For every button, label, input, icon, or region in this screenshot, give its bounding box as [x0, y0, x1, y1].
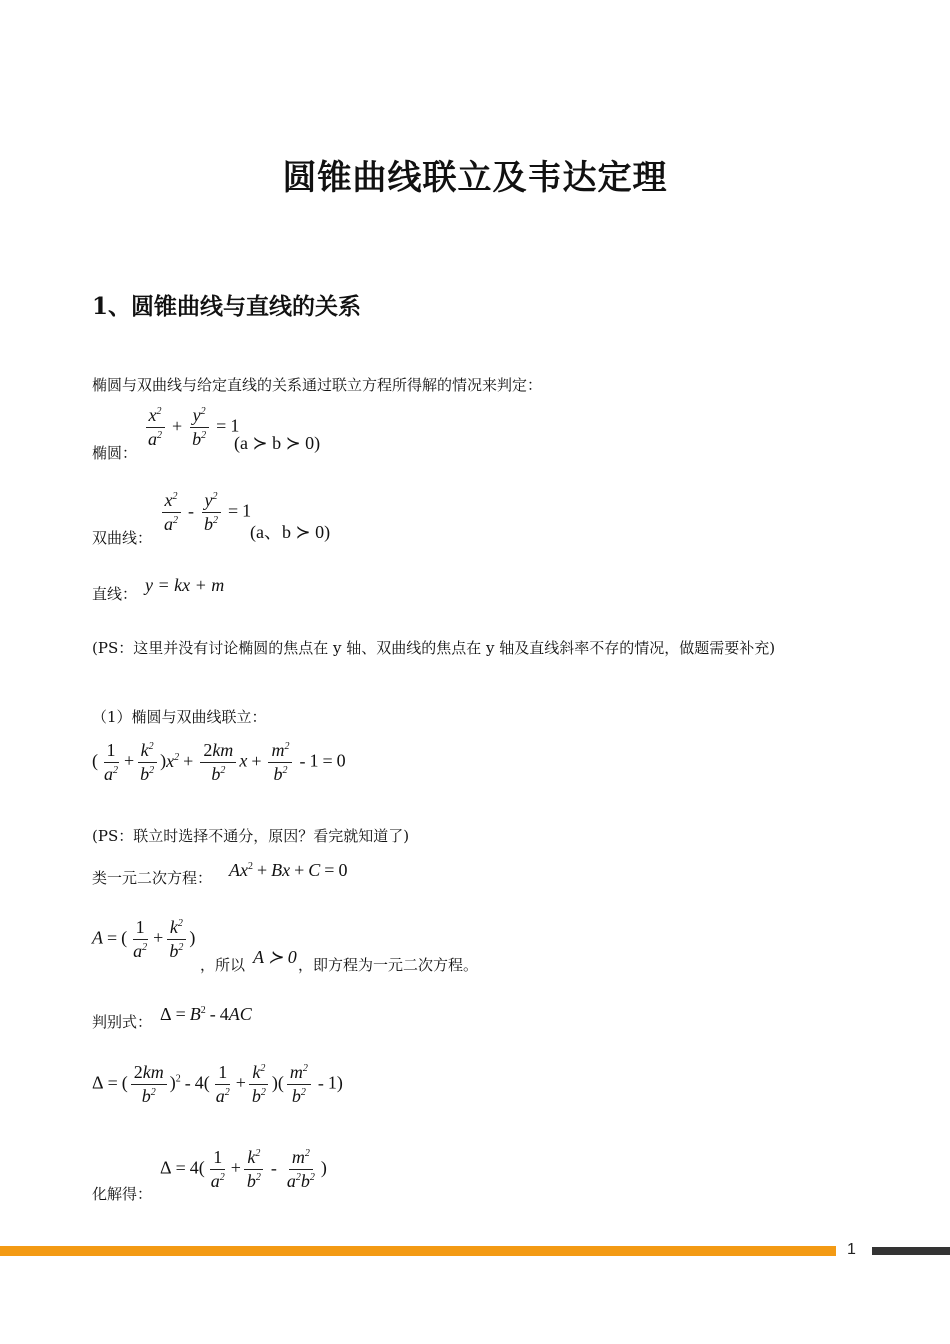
a-condition: A ≻ 0 — [253, 947, 297, 967]
intro-text: 椭圆与双曲线与给定直线的关系通过联立方程所得解的情况来判定： — [92, 376, 543, 394]
combined-equation: ( $\frac{1}{a^2}$ + $\frac{k^2}{b^2}$ )$x^2$ + $\frac{2km}{b^2}$ x + $\frac{m^2}{b^2}$ - 1 = 0 — [92, 740, 346, 784]
discriminant-formula: $\Delta = B^2 - 4AC$ — [160, 1004, 252, 1024]
page-number: 1 — [847, 1241, 856, 1258]
quadratic-equation: $Ax^2 + Bx + C = 0$ — [229, 860, 348, 880]
section-heading: 1、圆锥曲线与直线的关系 — [92, 293, 362, 320]
a-coefficient-equation: A = ( $\frac{1}{a^2}$ + $\frac{k^2}{b^2}$ ) — [92, 917, 196, 961]
sub1-label: （1）椭圆与双曲线联立： — [92, 708, 267, 726]
ellipse-label: 椭圆： — [92, 444, 138, 462]
discriminant-expanded: Δ = ( $\frac{2km}{b^2}$ )$^2$ - 4( $\frac{1}{a^2}$ + $\frac{k^2}{b^2}$ )( $\frac{m^2}{b^2}$ - 1) — [92, 1062, 343, 1106]
ps-note-2: (PS：联立时选择不通分，原因？看完就知道了) — [92, 827, 410, 845]
a-suffix-2: ，即方程为一元二次方程。 — [298, 956, 479, 974]
line-label: 直线： — [92, 585, 138, 603]
ellipse-equation: $\frac{x^2}{a^2}$ + $\frac{y^2}{b^2}$ = 1 — [142, 406, 239, 449]
discriminant-simplified: Δ = 4( $\frac{1}{a^2}$ + $\frac{k^2}{b^2}$ - $\frac{m^2}{a^2b^2}$ ) — [160, 1147, 327, 1191]
quadratic-label: 类一元二次方程： — [92, 869, 213, 887]
line-equation: y = kx + m — [145, 575, 225, 595]
discriminant-label: 判别式： — [92, 1013, 153, 1031]
footer-dark-bar — [872, 1247, 950, 1255]
simplify-label: 化解得： — [92, 1185, 153, 1203]
a-suffix-1: ，所以 — [200, 956, 246, 974]
hyperbola-condition: (a、b ≻ 0) — [250, 522, 331, 542]
ellipse-condition: (a ≻ b ≻ 0) — [234, 433, 321, 453]
ps-note: (PS：这里并没有讨论椭圆的焦点在 y 轴、双曲线的焦点在 y 轴及直线斜率不存的情况，做题需要补充) — [92, 639, 776, 657]
footer-orange-bar — [0, 1246, 836, 1256]
document-title: 圆锥曲线联立及韦达定理 — [282, 158, 668, 198]
hyperbola-equation: $\frac{x^2}{a^2}$ - $\frac{y^2}{b^2}$ = 1 — [158, 491, 251, 534]
hyperbola-label: 双曲线： — [92, 529, 153, 547]
